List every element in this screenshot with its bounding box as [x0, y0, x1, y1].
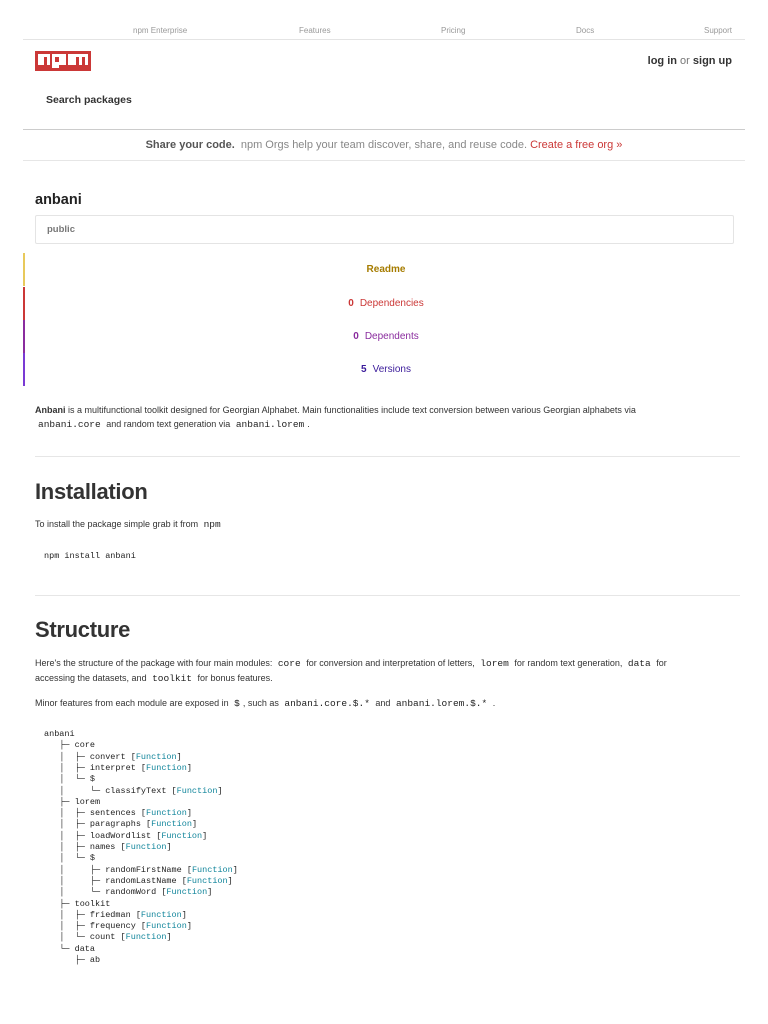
heading-installation: Installation [35, 479, 148, 504]
tree-line [44, 865, 238, 876]
structure-text: Here's the structure of the package with four main modules: [35, 658, 273, 668]
tree-node-bracket: ] [166, 842, 172, 852]
tree-line [44, 763, 192, 774]
dependencies-count: 0 [348, 298, 354, 309]
search-packages[interactable]: Search packages [46, 94, 132, 106]
tree-line [44, 729, 75, 740]
tree-node-bracket: ] [202, 830, 208, 841]
structure-code: toolkit [152, 673, 193, 684]
promo-title: Share your code. [145, 139, 235, 151]
nav-link-features[interactable]: Features [299, 26, 331, 35]
intro-text-2: and random text generation via [106, 419, 231, 429]
tab-versions[interactable] [23, 353, 747, 386]
npm-logo[interactable] [35, 51, 91, 71]
tab-dependencies-label: Dependencies [359, 298, 424, 309]
nav-link-npm-enterprise[interactable]: npm Enterprise [133, 26, 188, 35]
tree-node-bracket: ] [186, 762, 192, 773]
nav-link-pricing[interactable]: Pricing [441, 26, 466, 35]
heading-structure: Structure [35, 617, 131, 642]
tree-node-label: │ ├─ randomLastName [ [44, 875, 187, 886]
structure-code: anbani.lorem.$.* [395, 698, 488, 709]
tab-versions-label: Versions [372, 364, 411, 375]
tree-node-type: Function [135, 751, 177, 762]
tree-node-label: ├─ core [44, 740, 96, 751]
tree-line [44, 853, 95, 864]
tree-node-bracket: ] [176, 751, 182, 762]
tree-node-label: ├─ toolkit [44, 898, 111, 909]
tab-readme-label: Readme [366, 264, 406, 275]
tree-node-type: Function [146, 808, 187, 819]
tree-node-label: │ └─ $ [44, 853, 96, 864]
structure-text: and [375, 698, 391, 708]
tree-node-label: │ ├─ names [ [44, 842, 126, 852]
tree-node-label: │ ├─ convert [ [44, 751, 136, 762]
tree-node-label: │ ├─ sentences [ [44, 808, 147, 819]
structure-text: , such as [242, 698, 279, 708]
tab-dependents[interactable] [23, 320, 747, 353]
tab-readme[interactable] [23, 253, 747, 286]
structure-code: data [627, 658, 651, 669]
tree-line [44, 932, 172, 943]
tree-node-label: │ └─ count [ [44, 932, 126, 943]
tree-node-bracket: ] [217, 785, 223, 796]
tree-node-bracket: ] [186, 921, 192, 932]
create-org-link[interactable]: Create a free org » [530, 139, 623, 151]
tree-node-type: Function [191, 864, 233, 875]
structure-code: $ [234, 698, 240, 709]
structure-text: . [492, 698, 496, 708]
tree-line [44, 797, 100, 808]
promo-banner [23, 129, 745, 161]
tree-node-type: Function [186, 875, 228, 886]
tree-line [44, 955, 100, 966]
tree-line [44, 944, 95, 955]
tree-node-label: anbani [44, 729, 75, 739]
tree-node-label: │ ├─ friedman [ [44, 909, 141, 920]
tree-node-type: Function [125, 842, 167, 852]
tab-dependencies[interactable] [23, 287, 747, 320]
structure-code: lorem [480, 658, 509, 669]
package-visibility: public [47, 224, 75, 235]
intro-bold: Anbani [35, 405, 66, 415]
intro-code-core: anbani.core [38, 419, 101, 430]
tree-node-bracket: ] [186, 808, 192, 819]
installation-code-npm: npm [203, 519, 221, 530]
tree-node-bracket: ] [207, 887, 213, 898]
tree-line [44, 819, 197, 830]
tree-node-label: └─ data [44, 943, 96, 954]
structure-text: for bonus features. [197, 673, 273, 683]
structure-paragraph-2 [35, 696, 735, 711]
tree-node-label: ├─ ab [44, 955, 101, 965]
structure-text: for [656, 658, 667, 668]
tree-line [44, 740, 95, 751]
tree-node-type: Function [151, 819, 192, 830]
tree-node-bracket: ] [181, 909, 187, 920]
tree-line [44, 842, 172, 853]
tree-line [44, 910, 187, 921]
structure-code: anbani.core.$.* [284, 698, 370, 709]
structure-paragraph-1 [35, 656, 735, 686]
tree-node-type: Function [125, 932, 167, 943]
divider [35, 456, 740, 457]
intro-text-1: is a multifunctional toolkit designed for Georgian Alphabet. Main functionalities include text conversion between various Georgian alphabets via [65, 405, 636, 415]
package-visibility-box [35, 215, 734, 244]
top-nav [23, 23, 745, 40]
tree-node-label: │ ├─ interpret [ [44, 762, 147, 773]
login-link[interactable]: log in [647, 55, 677, 67]
tree-line [44, 831, 207, 842]
tree-node-label: │ └─ $ [44, 774, 96, 785]
readme-intro [35, 403, 735, 432]
tree-node-bracket: ] [166, 932, 172, 943]
intro-code-lorem: anbani.lorem [235, 419, 305, 430]
tree-node-type: Function [146, 762, 187, 773]
package-name: anbani [35, 192, 82, 208]
tree-line [44, 786, 223, 797]
tree-node-type: Function [166, 887, 208, 898]
structure-text: for random text generation, [514, 658, 623, 668]
tree-line [44, 876, 233, 887]
promo-body: npm Orgs help your team discover, share, and reuse code. [240, 139, 527, 151]
tree-node-label: │ ├─ frequency [ [44, 921, 147, 932]
tree-node-bracket: ] [232, 864, 238, 875]
tree-line [44, 921, 192, 932]
tree-node-type: Function [161, 830, 203, 841]
tree-line [44, 774, 95, 785]
installation-text [35, 517, 735, 532]
tree-node-type: Function [146, 921, 187, 932]
tab-dependents-label: Dependents [364, 331, 419, 342]
nav-link-docs[interactable]: Docs [576, 26, 595, 35]
tree-node-label: │ └─ classifyText [ [44, 785, 177, 796]
tree-node-label: │ ├─ paragraphs [ [44, 819, 152, 830]
structure-text: for conversion and interpretation of letters, [306, 658, 475, 668]
structure-text: Minor features from each module are exposed in [35, 698, 229, 708]
tree-node-label: │ ├─ randomFirstName [ [44, 864, 192, 875]
nav-link-support[interactable]: Support [704, 26, 733, 35]
tree-line [44, 899, 110, 910]
install-command: npm install anbani [44, 551, 136, 561]
structure-text: accessing the datasets, and [35, 673, 147, 683]
auth-links [648, 55, 732, 67]
divider [35, 595, 740, 596]
dependents-count: 0 [353, 331, 359, 342]
tree-node-type: Function [140, 909, 182, 920]
signup-link[interactable]: sign up [692, 55, 732, 67]
tree-line [44, 808, 192, 819]
structure-code: core [277, 658, 301, 669]
versions-count: 5 [361, 364, 367, 375]
tree-node-label: │ ├─ loadWordlist [ [44, 830, 162, 841]
tree-node-label: ├─ lorem [44, 796, 101, 807]
tree-node-label: │ └─ randomWord [ [44, 887, 167, 898]
tree-node-type: Function [176, 785, 218, 796]
tree-line [44, 887, 212, 898]
tree-node-bracket: ] [191, 819, 198, 830]
or-separator: or [680, 55, 690, 67]
installation-desc: To install the package simple grab it from [35, 519, 199, 529]
tree-node-bracket: ] [227, 875, 233, 886]
tree-line [44, 752, 182, 763]
intro-end: . [307, 419, 310, 429]
